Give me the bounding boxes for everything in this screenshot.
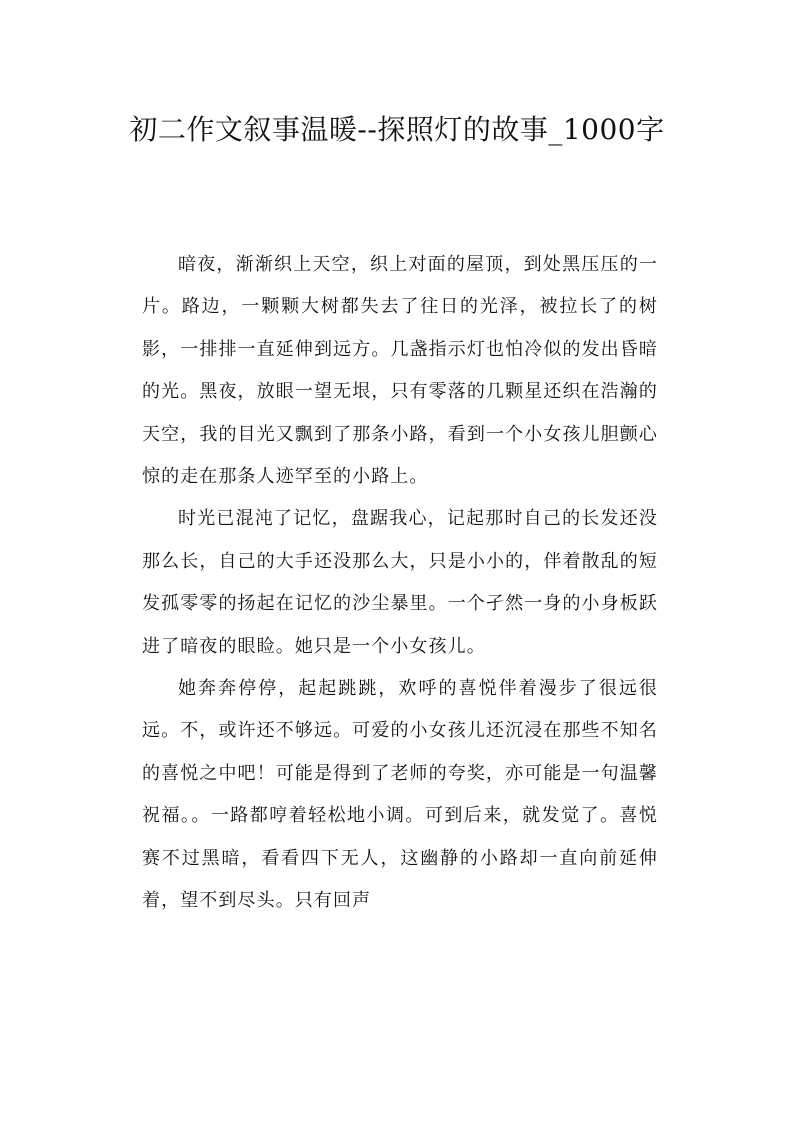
paragraph-2: 时光已混沌了记忆，盘踞我心，记起那时自己的长发还没那么长，自己的大手还没那么大，只是小小的，伴着散乱的短发孤零零的扬起在记忆的沙尘暴里。一个孑然一身的小身板跃进了暗夜的眼睑。她只是一个小女孩儿。 [142, 508, 658, 657]
paragraph-1: 暗夜，渐渐织上天空，织上对面的屋顶，到处黑压压的一片。路边，一颗颗大树都失去了往日的光泽，被拉长了的树影，一排排一直延伸到远方。几盏指示灯也怕冷似的发出昏暗的光。黑夜，放眼一望无垠，只有零落的几颗星还织在浩瀚的天空，我的目光又飘到了那条小路，看到一个小女孩儿胆颤心惊的走在那条人迹罕至的小路上。 [142, 254, 658, 488]
paragraph-3: 她奔奔停停，起起跳跳，欢呼的喜悦伴着漫步了很远很远。不，或许还不够远。可爱的小女孩儿还沉浸在那些不知名的喜悦之中吧！可能是得到了老师的夸奖，亦可能是一句温馨祝福。。一路都哼着轻松地小调。可到后来，就发觉了。喜悦赛不过黑暗，看看四下无人，这幽静的小路却一直向前延伸着，望不到尽头。只有回声 [142, 678, 658, 912]
document-title: 初二作文叙事温暖--探照灯的故事_1000字 [129, 113, 665, 146]
document-body [142, 244, 658, 923]
